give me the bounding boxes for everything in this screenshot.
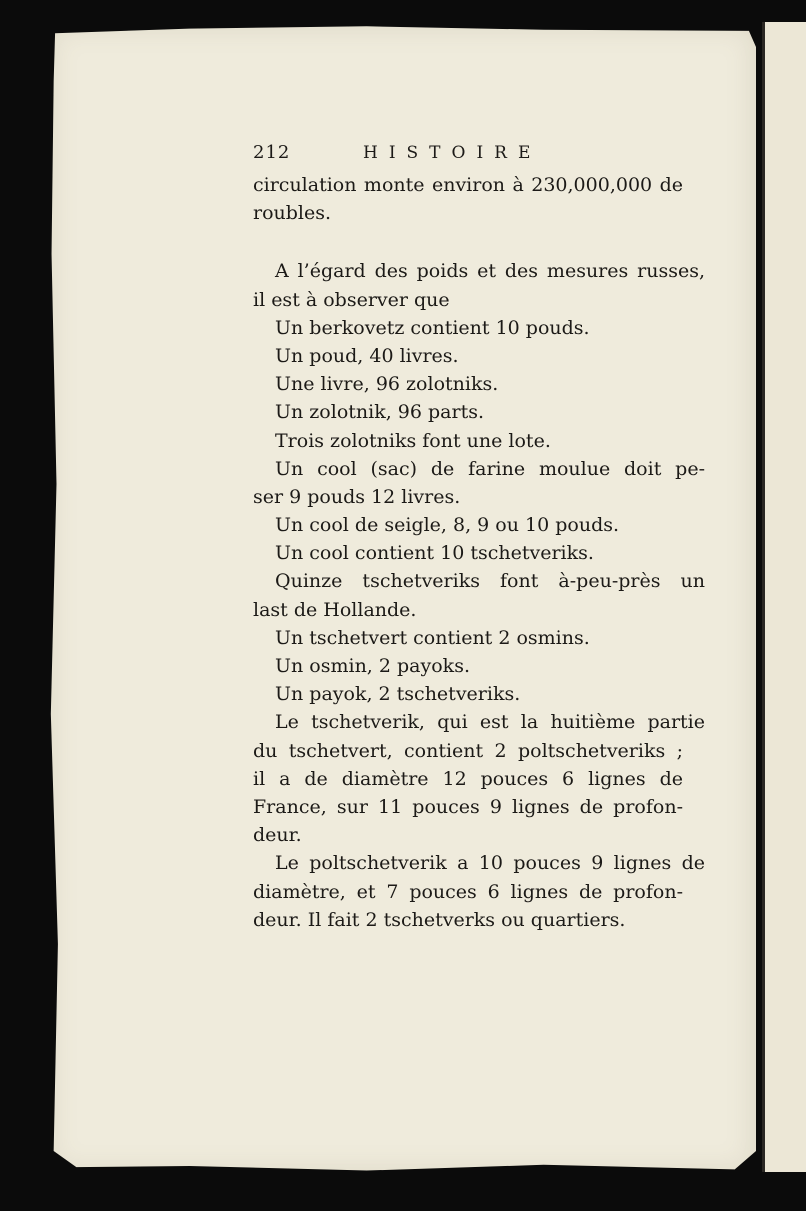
- text-line: Un cool de seigle, 8, 9 ou 10 pouds.: [275, 514, 620, 537]
- text-line: ser 9 pouds 12 livres.: [253, 485, 461, 508]
- text-line: Le poltschetverik a 10 pouces 9 lignes de: [275, 852, 705, 875]
- text-line: Trois zolotniks font une lote.: [275, 429, 551, 452]
- text-line: Quinze tschetveriks font à-peu-près un: [275, 570, 705, 593]
- text-line: Un zolotnik, 96 parts.: [275, 401, 485, 424]
- text-line: Un cool contient 10 tschetveriks.: [275, 542, 594, 565]
- text-line: roubles.: [253, 202, 332, 225]
- text-line: il a de diamètre 12 pouces 6 lignes de: [253, 767, 683, 790]
- running-title: HISTOIRE: [363, 143, 542, 163]
- text-line: Un cool (sac) de farine moulue doit pe-: [275, 457, 705, 480]
- paragraph-gap: [253, 227, 683, 257]
- page-number: 212: [253, 142, 291, 163]
- text-line: circulation monte environ à 230,000,000 de: [253, 174, 683, 196]
- text-line: Un berkovetz contient 10 pouds.: [275, 316, 590, 339]
- page-text: [253, 142, 705, 934]
- text-line: Le tschetverik, qui est la huitième partie: [275, 711, 705, 734]
- text-line: du tschetvert, contient 2 poltschetveriks ;: [253, 739, 683, 762]
- body-text: [253, 171, 705, 934]
- text-line: diamètre, et 7 pouces 6 lignes de profon-: [253, 880, 683, 903]
- facing-page-edge: [762, 22, 806, 1172]
- text-line: Un tschetvert contient 2 osmins.: [275, 626, 590, 649]
- text-line: Un poud, 40 livres.: [275, 344, 459, 367]
- text-line: A l’égard des poids et des mesures russes,: [275, 260, 705, 283]
- page-header: [253, 142, 683, 170]
- text-line: last de Hollande.: [253, 598, 417, 621]
- text-line: deur.: [253, 824, 302, 847]
- text-line: Une livre, 96 zolotniks.: [275, 373, 499, 396]
- text-line: Un osmin, 2 payoks.: [275, 655, 470, 677]
- text-line: il est à observer que: [253, 288, 450, 311]
- text-line: deur. Il fait 2 tschetverks ou quartiers.: [253, 908, 626, 931]
- text-line: France, sur 11 pouces 9 lignes de profon-: [253, 795, 683, 818]
- text-line: Un payok, 2 tschetveriks.: [275, 683, 521, 706]
